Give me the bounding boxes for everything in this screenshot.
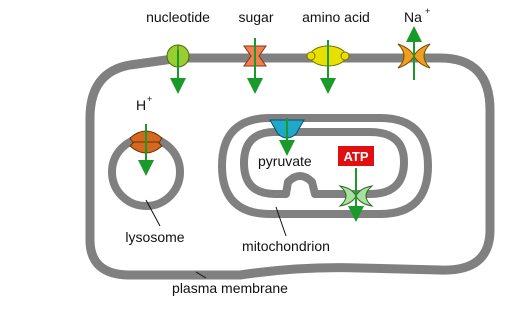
- plasma-membrane-label: plasma membrane: [172, 280, 288, 296]
- h-charge: +: [147, 94, 153, 104]
- atp-label: ATP: [343, 149, 369, 164]
- na-charge: +: [425, 6, 431, 16]
- nucleotide-label: nucleotide: [146, 9, 210, 25]
- amino-acid-label: amino acid: [302, 9, 370, 25]
- lysosome-label: lysosome: [125, 229, 185, 245]
- na-label: Na: [404, 9, 422, 25]
- h-label: H: [136, 97, 147, 113]
- mitochondrion-label: mitochondrion: [242, 238, 330, 254]
- sugar-label: sugar: [238, 9, 274, 25]
- pyruvate-label: pyruvate: [258, 153, 312, 169]
